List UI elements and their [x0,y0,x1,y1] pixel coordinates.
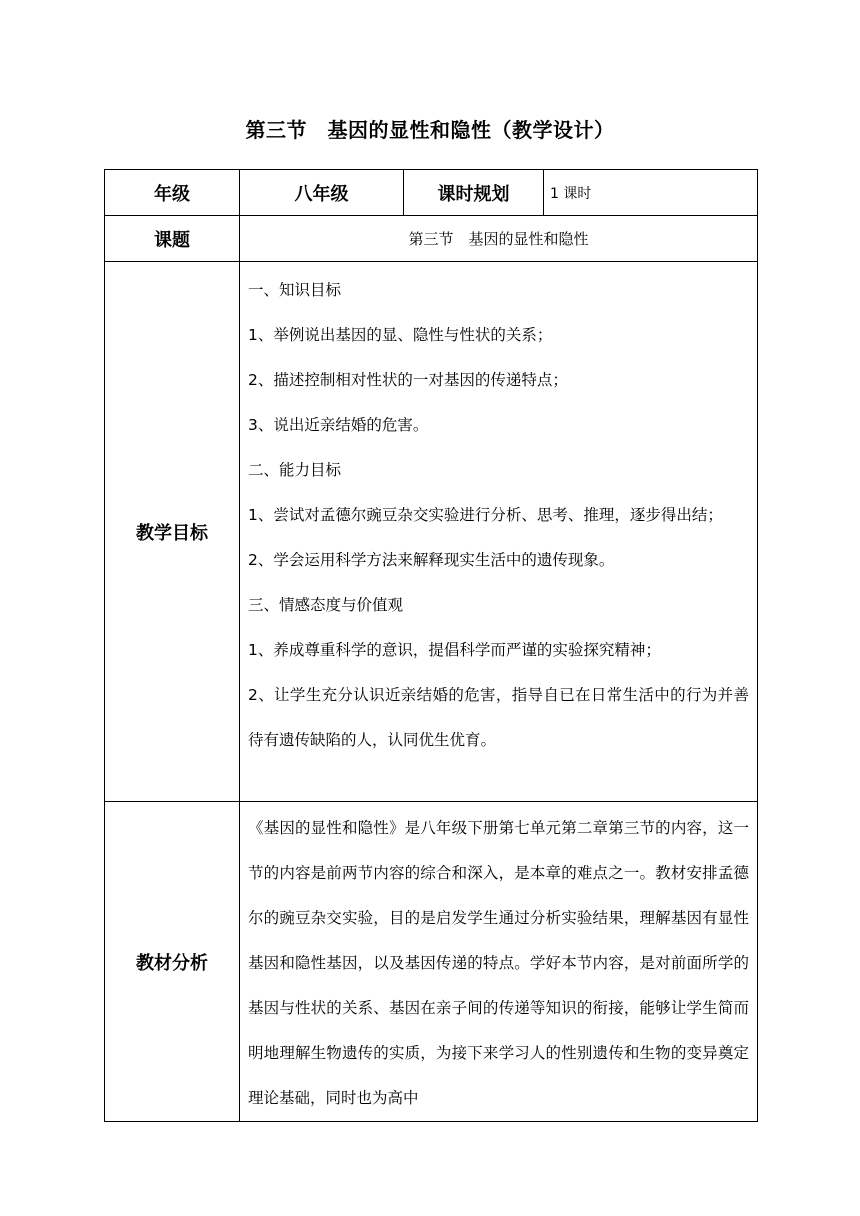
period-value: 1 课时 [544,170,758,216]
lesson-plan-table [104,169,758,1122]
objective-line: 1、养成尊重科学的意识，提倡科学而严谨的实验探究精神； [248,641,661,659]
analysis-content [240,802,758,1122]
grade-label: 年级 [105,170,240,216]
topic-value: 第三节 基因的显性和隐性 [240,216,758,262]
topic-row [105,216,758,262]
objectives-label: 教学目标 [105,262,240,802]
topic-label: 课题 [105,216,240,262]
document-title: 第三节 基因的显性和隐性（教学设计） [245,118,615,142]
objective-line: 一、知识目标 [248,281,342,299]
header-row [105,170,758,216]
period-label: 课时规划 [404,170,544,216]
analysis-text: 《基因的显性和隐性》是八年级下册第七单元第二章第三节的内容，这一节的内容是前两节内容的综合和深入，是本章的难点之一。教材安排孟德尔的豌豆杂交实验，目的是启发学生通过分析实验结果，理解基因有显性基因和隐性基因，以及基因传递的特点。学好本节内容，是对前面所学的基因与性状的关系、基因在亲子间的传递等知识的衔接，能够让学生简而明地理解生物遗传的实质，为接下来学习人的性别遗传和生物的变异奠定理论基础，同时也为高中 [248,819,749,1107]
objective-line: 1、尝试对孟德尔豌豆杂交实验进行分析、思考、推理，逐步得出结； [248,506,723,524]
objectives-row [105,262,758,802]
objective-line: 1、举例说出基因的显、隐性与性状的关系； [248,326,553,344]
objective-line: 二、能力目标 [248,461,342,479]
objectives-content [240,262,758,802]
objective-line: 2、让学生充分认识近亲结婚的危害，指导自已在日常生活中的行为并善待有遗传缺陷的人，认同优生优育。 [248,686,749,749]
objective-line: 三、情感态度与价值观 [248,596,404,614]
objective-line: 2、学会运用科学方法来解释现实生活中的遗传现象。 [248,551,615,569]
objective-line: 2、描述控制相对性状的一对基因的传递特点； [248,371,568,389]
analysis-label: 教材分析 [105,802,240,1122]
analysis-row [105,802,758,1122]
objective-line: 3、说出近亲结婚的危害。 [248,416,429,434]
grade-value: 八年级 [240,170,404,216]
